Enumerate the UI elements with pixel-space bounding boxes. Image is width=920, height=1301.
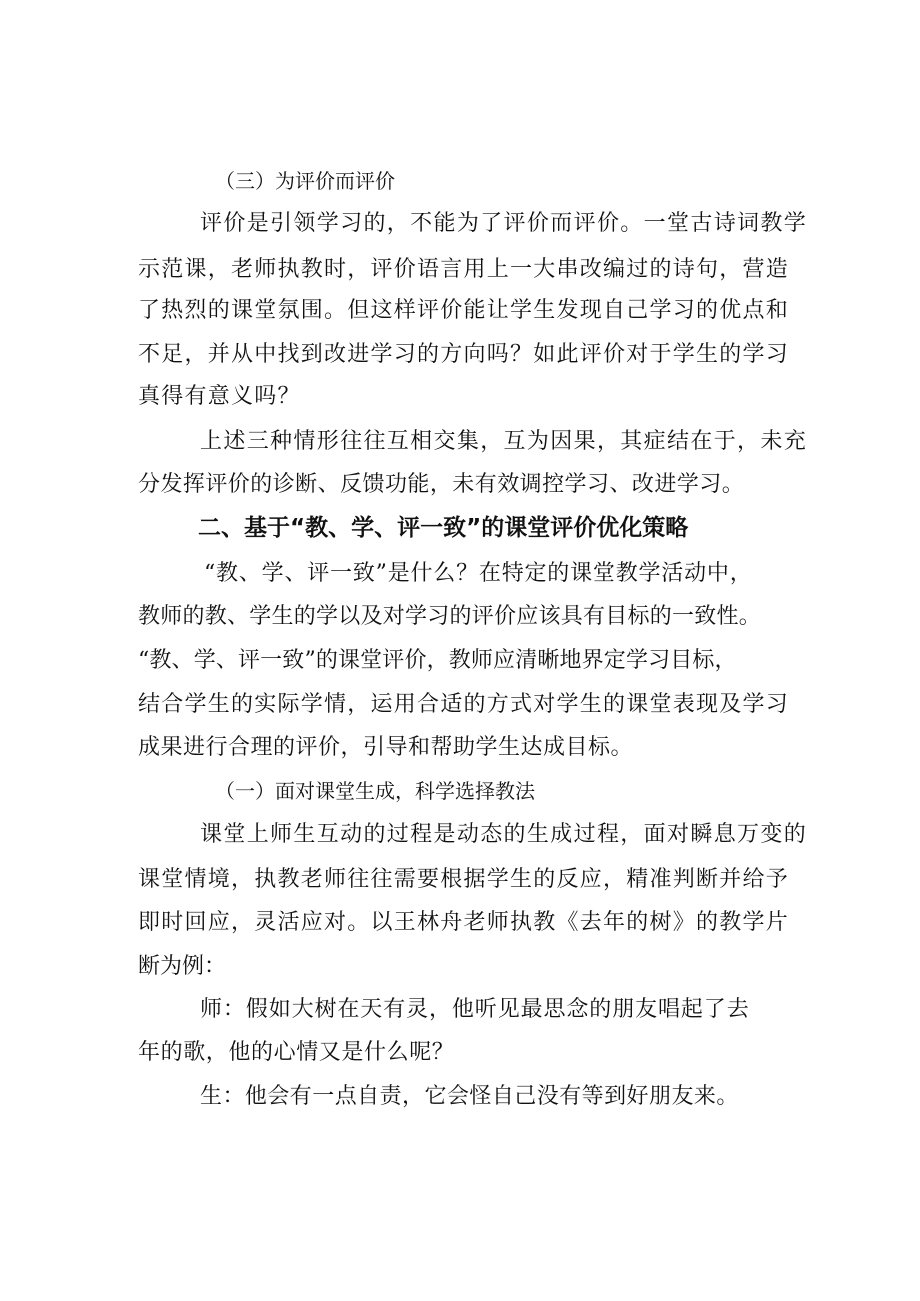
chapter-heading-2: 二、基于“教、学、评一致”的课堂评价优化策略	[198, 515, 689, 541]
paragraph-line: 上述三种情形往往互相交集，互为因果，其症结在于，未充	[200, 429, 808, 454]
paragraph-line: 了热烈的课堂氛围。但这样评价能让学生发现自己学习的优点和	[138, 298, 790, 323]
paragraph-line: “教、学、评一致”是什么？在特定的课堂教学活动中，	[204, 561, 753, 586]
paragraph-line: 即时回应，灵活应对。以王林舟老师执教《去年的树》的教学片	[138, 910, 790, 935]
paragraph-line: “教、学、评一致”的课堂评价，教师应清晰地界定学习目标，	[138, 648, 737, 673]
section-heading-3: （三）为评价而评价	[215, 169, 395, 193]
paragraph-line: 分发挥评价的诊断、反馈功能，未有效调控学习、改进学习。	[138, 472, 745, 497]
paragraph-line: 不足，并从中找到改进学习的方向吗？如此评价对于学生的学习	[138, 342, 790, 367]
paragraph-line: 结合学生的实际学情，运用合适的方式对学生的课堂表现及学习	[138, 692, 790, 717]
paragraph-line: 课堂上师生互动的过程是动态的生成过程，面对瞬息万变的	[200, 822, 808, 847]
section-heading-1: （一）面对课堂生成，科学选择教法	[215, 779, 535, 803]
paragraph-line: 真得有意义吗？	[138, 384, 301, 409]
paragraph-line: 断为例：	[138, 954, 227, 979]
paragraph-line: 示范课，老师执教时，评价语言用上一大串改编过的诗句，营造	[138, 257, 790, 282]
paragraph-line: 成果进行合理的评价，引导和帮助学生达成目标。	[138, 735, 634, 760]
dialogue-teacher-line: 师：假如大树在天有灵，他听见最思念的朋友唱起了去	[200, 997, 750, 1022]
dialogue-student-line: 生：他会有一点自责，它会怪自己没有等到好朋友来。	[200, 1084, 739, 1109]
paragraph-line: 教师的教、学生的学以及对学习的评价应该具有目标的一致性。	[138, 604, 762, 629]
paragraph-line: 课堂情境，执教老师往往需要根据学生的反应，精准判断并给予	[138, 867, 790, 892]
dialogue-teacher-line: 年的歌，他的心情又是什么呢？	[138, 1040, 455, 1065]
paragraph-line: 评价是引领学习的，不能为了评价而评价。一堂古诗词教学	[200, 211, 808, 236]
